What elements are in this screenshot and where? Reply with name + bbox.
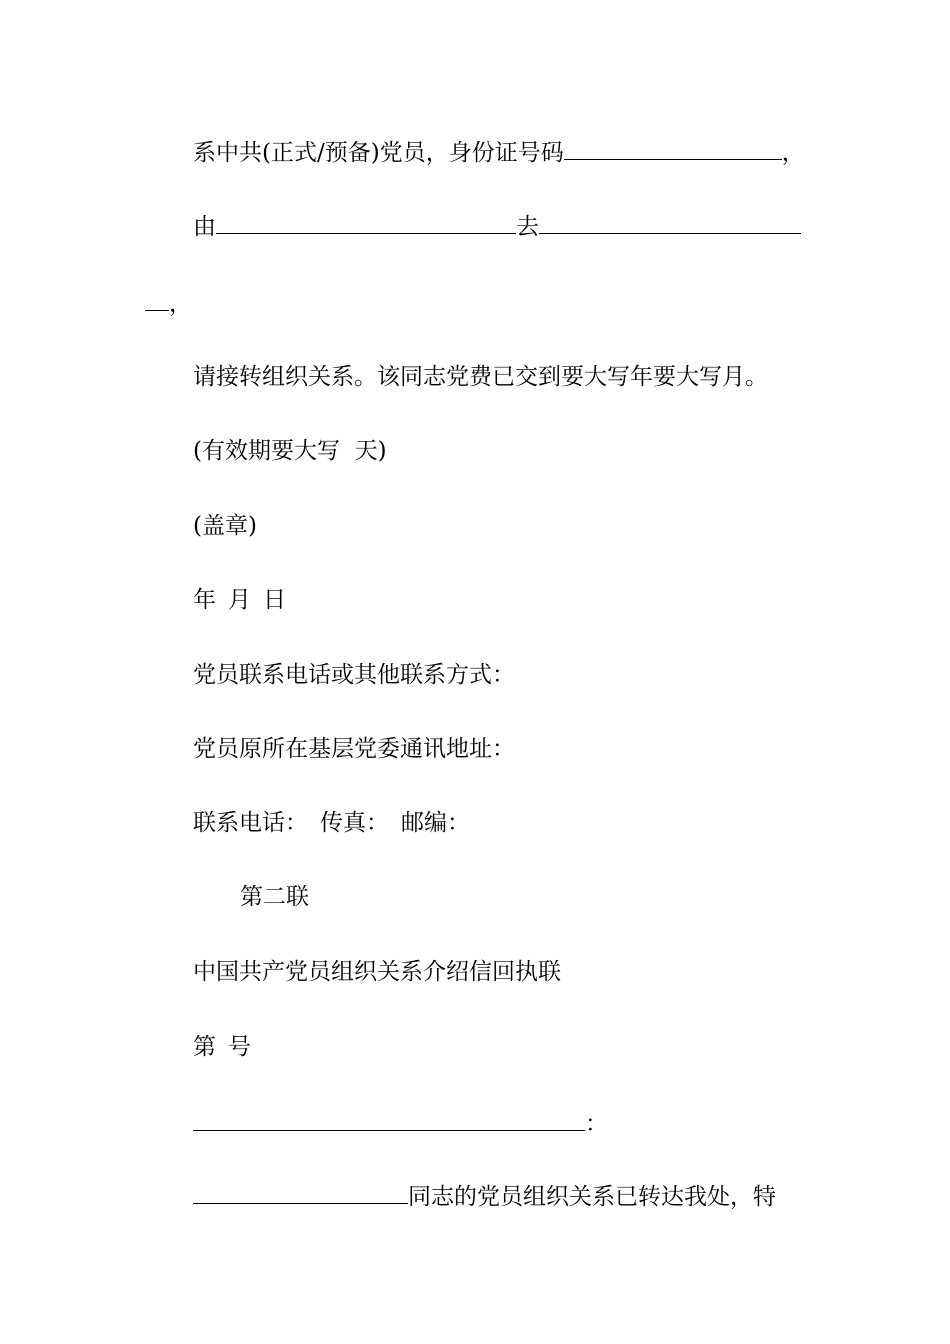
section-title: 第二联 [240, 884, 309, 910]
continuation-line [145, 288, 192, 318]
transfer-from-to-line [193, 211, 801, 241]
confirmation-text: 同志的党员组织关系已转达我处，特 [408, 1184, 776, 1210]
confirmation-line [193, 1181, 776, 1211]
committee-address-label: 党员原所在基层党委通讯地址： [193, 736, 515, 762]
number-suffix: 号 [228, 1034, 251, 1060]
contact-info-line [193, 808, 470, 838]
to-label: 去 [516, 214, 539, 240]
party-member-id-line [193, 137, 805, 167]
addressee-line [193, 1108, 608, 1138]
receipt-title: 中国共产党员组织关系介绍信回执联 [193, 959, 561, 985]
addressee-colon: ： [585, 1111, 608, 1137]
transfer-request-text: 请接转组织关系。该同志党费已交到要大写年要大写月。 [193, 364, 768, 390]
month-label: 月 [228, 587, 251, 613]
continuation-comma: ， [169, 291, 192, 317]
day-label: 日 [263, 587, 286, 613]
number-prefix: 第 [193, 1034, 216, 1060]
zip-label: 邮编： [401, 810, 470, 836]
line1-comma: ， [781, 140, 805, 166]
year-label: 年 [193, 587, 216, 613]
number-line [193, 1032, 251, 1062]
from-label: 由 [193, 214, 216, 240]
seal-text: (盖章) [193, 513, 257, 539]
contact-method-label: 党员联系电话或其他联系方式： [193, 662, 515, 688]
fax-label: 传真： [320, 810, 389, 836]
id-number-blank [564, 137, 782, 160]
from-blank [216, 211, 516, 234]
phone-label: 联系电话： [193, 810, 308, 836]
to-blank [539, 211, 801, 234]
member-status-text: 系中共(正式/预备)党员，身份证号码 [193, 140, 564, 166]
comrade-name-blank [193, 1181, 408, 1204]
date-line [193, 585, 286, 615]
continuation-blank [145, 288, 169, 311]
validity-text: (有效期要大写 天) [193, 438, 387, 464]
addressee-blank [193, 1108, 585, 1131]
